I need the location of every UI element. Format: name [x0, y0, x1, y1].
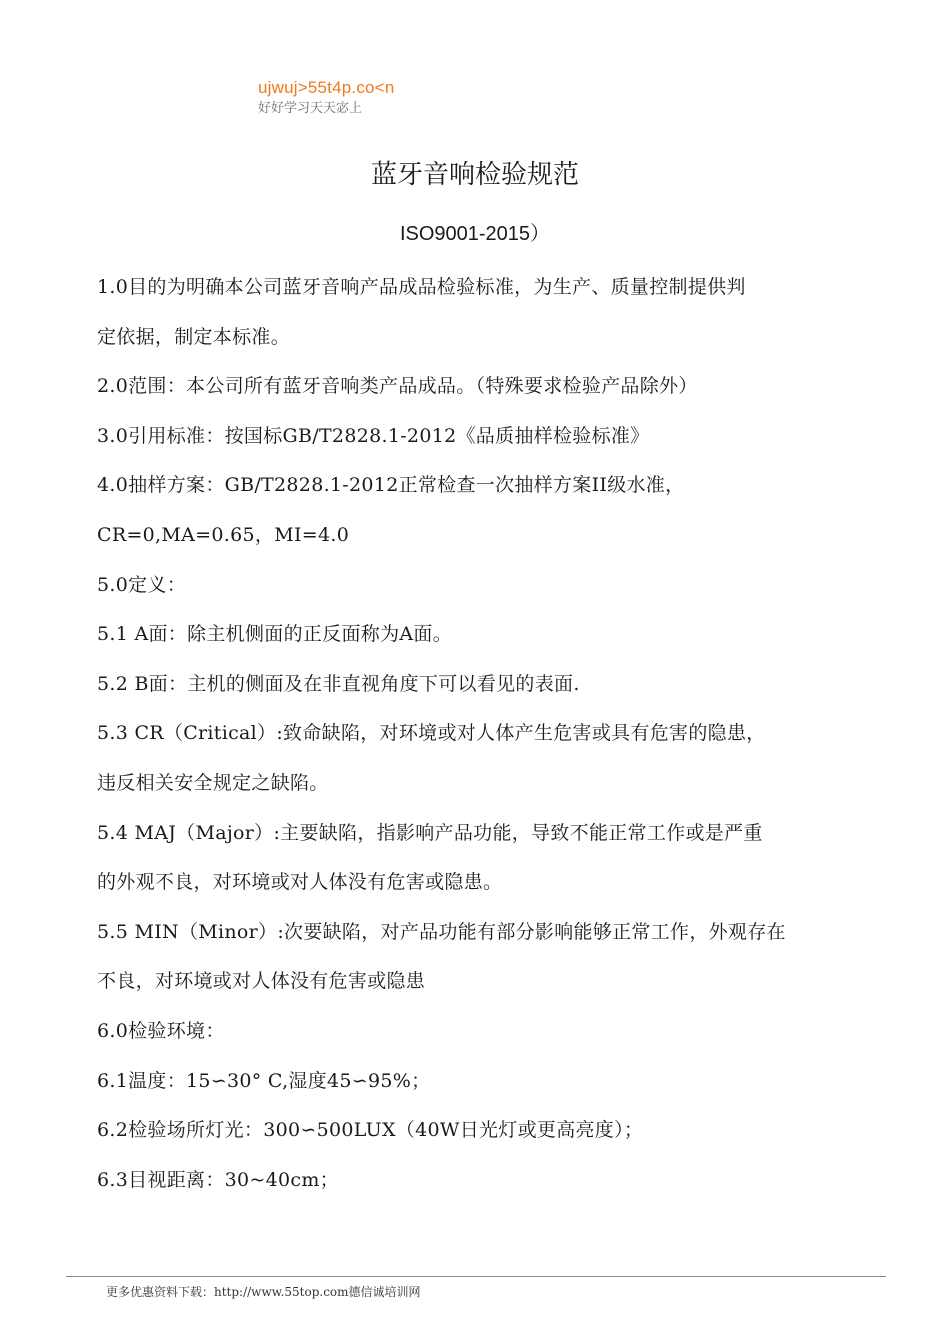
body-line: 6.1温度：15∽30° C,湿度45∽95%；	[97, 1069, 431, 1092]
body-line: CR=0,MA=0.65，MI=4.0	[97, 523, 350, 546]
body-line: 1.0目的为明确本公司蓝牙音响产品成品检验标准，为生产、质量控制提供判	[97, 276, 746, 298]
document-subtitle: ISO9001-2015）	[399, 223, 551, 245]
body-line: 违反相关安全规定之缺陷。	[97, 771, 329, 794]
watermark-url: ujwuj>55t4p.co<n	[258, 78, 395, 97]
body-line: 6.3目视距离：30~40cm；	[97, 1168, 339, 1191]
body-line: 5.3 CR（Critical）:致命缺陷，对环境或对人体产生危害或具有危害的隐患，	[97, 722, 766, 745]
body-line: 5.1 A面：除主机侧面的正反面称为A面。	[97, 623, 452, 646]
body-line: 6.0检验环境：	[97, 1019, 225, 1042]
footer-text: 更多优惠资料下载：http://www.55top.com德信诚培训网	[106, 1285, 421, 1299]
watermark-slogan: 好好学习天天宓上	[258, 101, 363, 116]
body-line: 3.0引用标准：按国标GB/T2828.1-2012《品质抽样检验标准》	[97, 424, 650, 447]
document-title: 蓝牙音响检验规范	[370, 160, 579, 190]
document-body	[97, 263, 877, 1205]
body-line: 定依据，制定本标准。	[97, 325, 291, 348]
body-line: 5.5 MIN（Minor）:次要缺陷，对产品功能有部分影响能够正常工作，外观存在	[97, 920, 786, 943]
body-line: 2.0范围：本公司所有蓝牙音响类产品成品。（特殊要求检验产品除外）	[97, 375, 698, 398]
watermark-logo	[258, 78, 394, 118]
body-line: 5.2 B面：主机的侧面及在非直视角度下可以看见的表面.	[97, 672, 580, 695]
body-line: 不良，对环境或对人体没有危害或隐患	[97, 970, 426, 993]
body-line: 5.4 MAJ（Major）:主要缺陷，指影响产品功能，导致不能正常工作或是严重	[97, 821, 763, 844]
body-line: 6.2检验场所灯光：300∽500LUX（40W日光灯或更高亮度）；	[97, 1119, 644, 1142]
body-line: 4.0抽样方案：GB/T2828.1-2012正常检查一次抽样方案II级水准，	[97, 474, 685, 497]
body-line: 的外观不良，对环境或对人体没有危害或隐患。	[97, 871, 503, 894]
page-footer	[66, 1276, 886, 1300]
body-line: 5.0定义：	[97, 573, 187, 596]
